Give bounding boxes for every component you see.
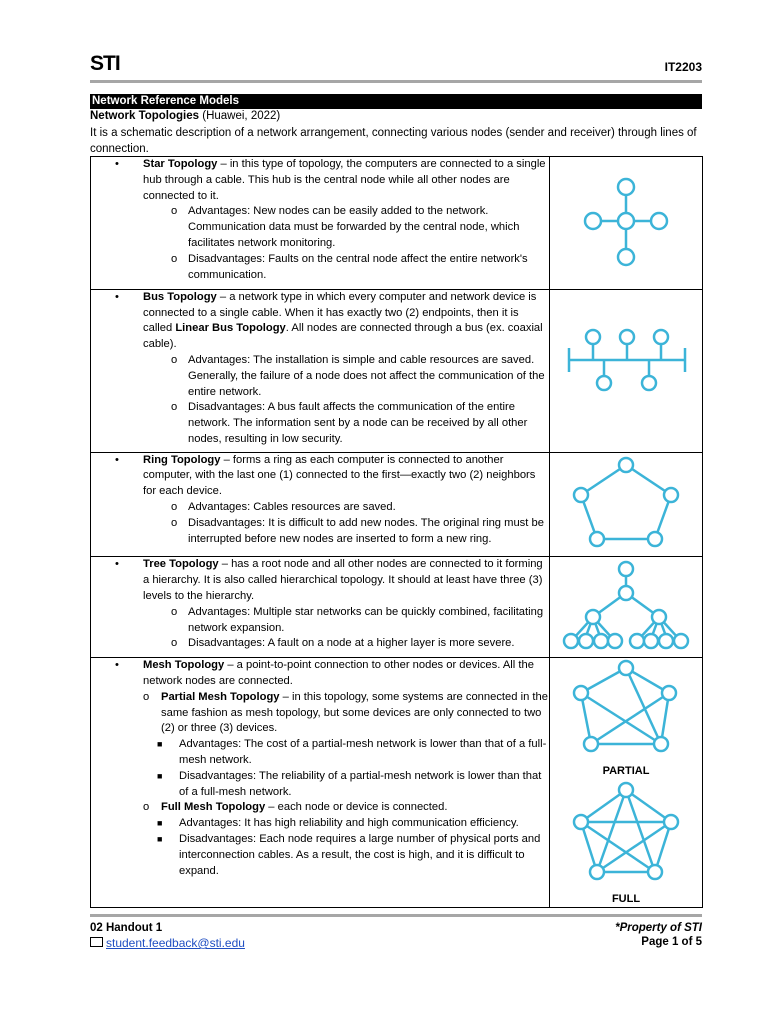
bullet-marker: • [115,290,119,303]
topology-table [90,156,703,908]
full-mesh-title: Full Mesh Topology [161,801,266,814]
bus-title: Bus Topology [143,290,217,303]
section-heading: Network Reference Models [90,94,702,109]
ring-advantages: Advantages: Cables resources are saved. [188,500,396,513]
star-title: Star Topology [143,158,218,170]
partial-mesh-title: Partial Mesh Topology [161,690,280,703]
full-mesh-description: – each node or device is connected. [265,801,448,814]
intro-paragraph: It is a schematic description of a network arrangement, connecting various nodes (sender and receiver) through lines of connection. [90,127,697,155]
mesh-text-cell [91,658,550,908]
bullet-marker: • [115,158,119,170]
full-caption: FULL [611,892,641,905]
ring-disadvantages: Disadvantages: It is difficult to add new nodes. The original ring must be interrupted before new nodes are inserted to form a new ring. [188,516,544,545]
page-subtitle [90,110,280,122]
sub-marker: o [171,637,178,650]
partial-mesh-disadvantages: Disadvantages: The reliability of a partial-mesh network is lower than that of a full-mesh network. [179,769,542,798]
subtitle-bold: Network Topologies [90,110,200,122]
sti-logo: STI [90,52,120,75]
sub-marker: o [171,252,178,265]
table-row-bus [91,289,703,452]
table-row-ring [91,452,703,557]
square-marker: ■ [157,833,163,844]
table-row-tree [91,557,703,658]
bullet-marker: • [115,659,119,672]
tree-title: Tree Topology [143,558,219,571]
square-marker: ■ [157,770,163,781]
footer-email [90,936,245,950]
bus-description-2: . All nodes are connected through a bus (ex. coaxial cable). [143,322,543,351]
bullet-marker: • [115,558,119,571]
full-mesh-advantages: Advantages: It has high reliability and high communication efficiency. [179,817,519,830]
bus-description-1: – a network type in which every computer and network device is connected to a single cable. When it has exactly two (2) endpoints, then it is called [143,290,537,335]
partial-mesh-diagram [551,658,701,758]
bus-linear-term: Linear Bus Topology [175,322,286,335]
table-row-mesh [91,658,703,908]
table-row-star [91,157,703,290]
property-notice: *Property of STI [615,922,702,934]
star-disadvantages: Disadvantages: Faults on the central node affect the entire network's communication. [188,252,528,281]
square-marker: ■ [157,739,163,750]
tree-description: – has a root node and all other nodes are connected to it forming a hierarchy. It is also called hierarchical topology. It should at least have three (3) levels to the hierarchy. [143,558,543,602]
bus-image-cell [550,289,703,452]
sub-marker: o [171,500,178,513]
partial-caption: PARTIAL [602,764,650,777]
full-mesh-disadvantages: Disadvantages: Each node requires a large number of physical ports and interconnection cables. As a result, the cost is high, and it is difficult to expand. [179,832,541,877]
square-marker: ■ [157,818,163,829]
bus-advantages: Advantages: The installation is simple and cable resources are saved. Generally, the failure of a node does not affect the communication of the entire network. [188,353,545,398]
page-number: Page 1 of 5 [641,936,702,948]
star-image-cell [550,157,703,290]
tree-advantages: Advantages: Multiple star networks can be quickly combined, facilitating network expansion. [188,605,544,634]
handout-label: 02 Handout 1 [90,922,163,934]
sub-marker: o [171,605,178,618]
tree-text-cell [91,557,550,658]
sub-marker: o [143,801,150,814]
footer-rule [90,914,702,917]
partial-mesh-advantages: Advantages: The cost of a partial-mesh network is lower than that of a full-mesh network. [179,738,547,766]
course-code: IT2203 [664,60,702,74]
tree-image-cell [550,557,703,658]
bus-disadvantages: Disadvantages: A bus fault affects the communication of the entire network. The information sent by a node can be received by all other nodes, resulting in low security. [188,401,528,445]
star-advantages: Advantages: New nodes can be easily added to the network. Communication data must be forwarded by the central node, which facilitates network monitoring. [188,205,520,249]
tree-disadvantages: Disadvantages: A fault on a node at a higher layer is more severe. [188,637,515,650]
mail-icon [90,937,103,947]
bus-topology-diagram [551,290,701,446]
partial-mesh-description: – in this topology, some systems are connected in the same fashion as mesh topology, but some devices are only connected to two (2) or three (3) devices. [161,690,548,735]
sub-marker: o [143,690,150,703]
star-topology-diagram [551,157,701,283]
sub-marker: o [171,401,178,414]
mesh-title: Mesh Topology [143,659,225,672]
ring-image-cell [550,452,703,557]
sub-marker: o [171,353,178,366]
subtitle-citation: (Huawei, 2022) [199,110,281,122]
bus-text-cell [91,289,550,452]
ring-topology-diagram [551,453,701,551]
tree-topology-diagram [551,557,701,651]
ring-title: Ring Topology [143,453,221,466]
sub-marker: o [171,516,178,529]
mesh-image-cell [550,658,703,908]
ring-text-cell [91,452,550,557]
bullet-marker: • [115,453,119,466]
ring-description: – forms a ring as each computer is connected to another computer, with the last one (1) connected to the first—exactly two (2) neighbors for each device. [143,453,536,498]
sub-marker: o [171,205,178,218]
full-mesh-diagram [551,780,701,886]
star-text-cell [91,157,550,290]
feedback-email-link[interactable]: student.feedback@sti.edu [106,936,245,950]
star-description: – in this type of topology, the computers are connected to a single hub through a cable. This hub is the central node while all other nodes are connected to it. [143,158,546,202]
mesh-description: – a point-to-point connection to other nodes or devices. All the network nodes are connected. [143,659,534,687]
header-rule [90,80,702,83]
